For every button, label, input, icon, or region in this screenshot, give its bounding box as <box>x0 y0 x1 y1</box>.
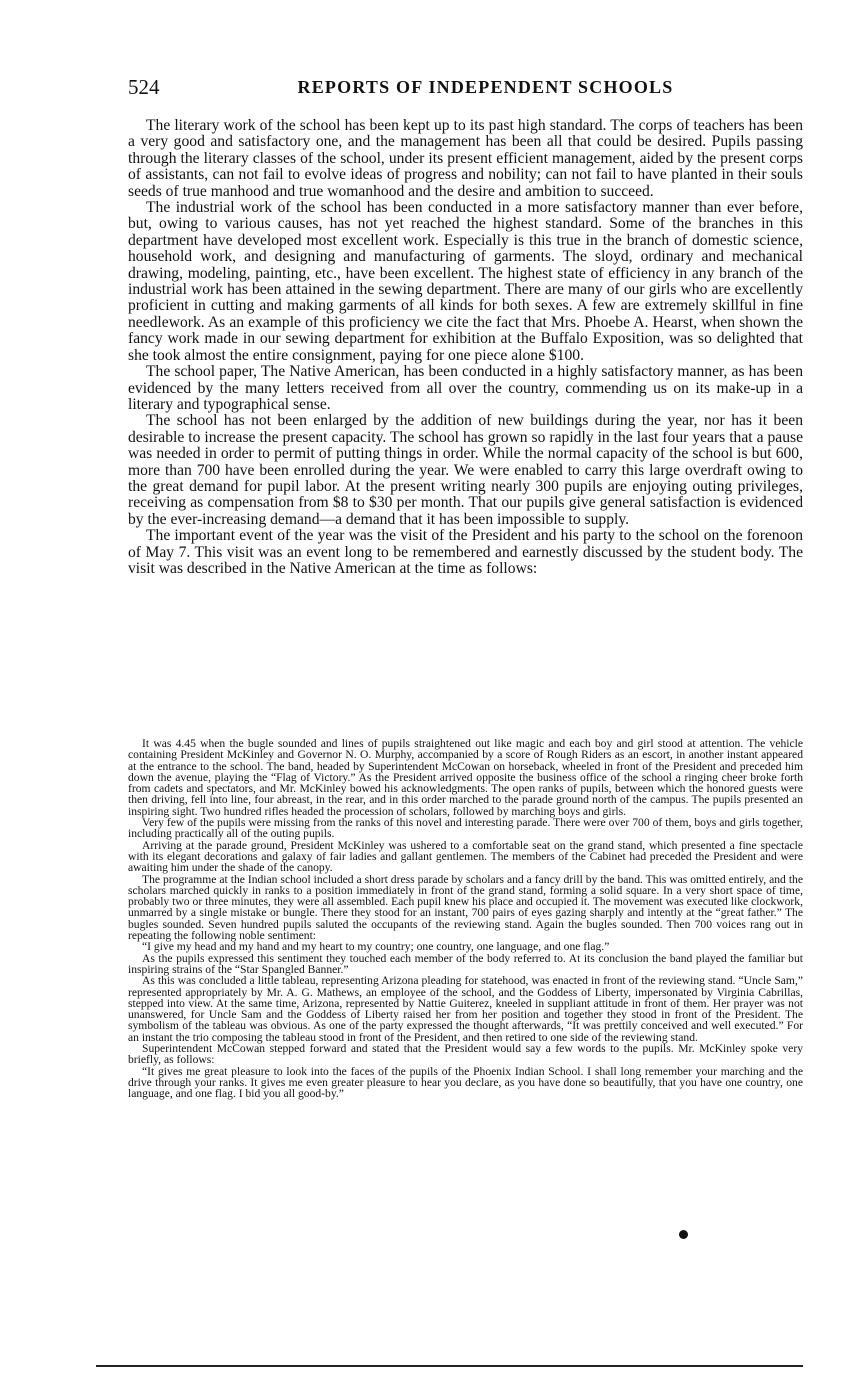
quote-paragraph-speech: “It gives me great pleasure to look into the faces of the pupils of the Phoenix Indian School. I shall long remember your marching and the drive through your ranks. It gives me even greater pleasure to hear you declare, as you have done so beautifully, that you have one country, one language, and one flag. I bid you all good-by.” <box>128 1064 803 1101</box>
quote-paragraph-introduction: Superintendent McCowan stepped forward and stated that the President would say a few words to the pupils. Mr. McKinley spoke very briefly, as follows: <box>128 1042 803 1067</box>
native-american-excerpt <box>128 738 803 1100</box>
quote-paragraph-grand-stand: Arriving at the parade ground, President McKinley was ushered to a comfortable seat on the grand stand, which presented a fine spectacle with its elegant decorations and galaxy of fair ladies and gallant gentlemen. The members of the Cabinet had preceded the President and were awaiting him under the shade of the canopy. <box>128 838 803 875</box>
quote-paragraph-anthem: As the pupils expressed this sentiment they touched each member of the body referred to. At its conclusion the band played the familiar but inspiring strains of the “Star Spangled Banner.” <box>128 951 803 976</box>
ink-dot-mark <box>679 1230 688 1239</box>
quote-paragraph-programme: The programme at the Indian school included a short dress parade by scholars and a fancy drill by the band. This was omitted entirely, and the scholars marched quickly in ranks to a position immediately in front of the grand stand, forming a solid square. In a very short space of time, probably two or three minutes, they were all assembled. Each pupil knew his place and occupied it. The movement was executed like clockwork, unmarred by a single mistake or bungle. There they stood for an instant, 700 pairs of eyes gazing sharply and intently at the “great father.” The bugles sounded. Seven hundred pupils saluted the occupants of the reviewing stand. Again the bugles sounded. Then 700 voices rang out in repeating the following noble sentiment: <box>128 872 803 943</box>
paragraph-enlargement: The school has not been enlarged by the addition of new buildings during the year, nor has it been desirable to increase the present capacity. The school has grown so rapidly in the last four years that a pause was needed in order to permit of putting things in order. While the normal capacity of the school is but 600, more than 700 have been enrolled during the year. We were enabled to carry this large overdraft owing to the great demand for pupil labor. At the present writing nearly 300 pupils are enjoying outing privileges, receiving as compensation from $8 to $30 per month. That our pupils give general satisfaction is evidenced by the ever-increasing demand—a demand that it has been impossible to supply. <box>128 412 803 528</box>
running-head: REPORTS OF INDEPENDENT SCHOOLS <box>297 77 674 97</box>
quote-paragraph-tableau: As this was concluded a little tableau, representing Arizona pleading for statehood, was enacted in front of the reviewing stand. “Uncle Sam,” represented appropriately by Mr. A. G. Mathews, an employee of the school, and the Goddess of Liberty, impersonated by Virginia Cabrillas, stepped into view. At the same time, Arizona, represented by Nattie Guiterez, kneeled in suppliant attitude in front of them. Her prayer was not unanswered, for Uncle Sam and the Goddess of Liberty raised her from her position and together they stood in front of the President. The symbolism of the tableau was obvious. As one of the party expressed the thought afterwards, “It was prettily conceived and well executed.” For an instant the trio composing the tableau stood in front of the President, and then retired to one side of the reviewing stand. <box>128 974 803 1044</box>
paragraph-school-paper: The school paper, The Native American, has been conducted in a highly satisfactory manner, as has been evidenced by the many letters received from all over the country, commending us on its make-up in a literary and typographical sense. <box>128 363 803 413</box>
bottom-rule <box>96 1365 803 1367</box>
page-number: 524 <box>128 75 160 99</box>
report-body <box>128 118 803 577</box>
quote-paragraph-arrival: It was 4.45 when the bugle sounded and lines of pupils straightened out like magic and each boy and girl stood at attention. The vehicle containing President McKinley and Governor N. O. Murphy, accompanied by a score of Rough Riders as an escort, in another instant appeared at the entrance to the school. The band, headed by Superintendent McCowan on horseback, wheeled in front of the President and preceded him down the avenue, playing the “Flag of Victory.” As the President arrived opposite the business office of the school a ringing cheer broke forth from cadets and spectators, and Mr. McKinley bowed his acknowledgments. The open ranks of pupils, between which the honored guests were then driving, fell into line, four abreast, in the rear, and in this order marched to the parade ground north of the campus. The pupils presented an inspiring sight. Two hundred rifles headed the procession of scholars, followed by marching boys and girls. <box>128 737 803 818</box>
quote-paragraph-pledge: “I give my head and my hand and my heart to my country; one country, one language, and one flag.” <box>142 940 610 954</box>
quote-paragraph-attendance: Very few of the pupils were missing from the ranks of this novel and interesting parade. There were over 700 of them, boys and girls together, including practically all of the outing pupils. <box>128 816 803 841</box>
page-header <box>128 70 803 104</box>
paragraph-presidential-visit: The important event of the year was the visit of the President and his party to the school on the forenoon of May 7. This visit was an event long to be remembered and earnestly discussed by the student body. The visit was described in the Native American at the time as follows: <box>128 527 803 577</box>
paragraph-literary-work: The literary work of the school has been kept up to its past high standard. The corps of teachers has been a very good and satisfactory one, and the management has been all that could be desired. Pupils passing through the literary classes of the school, under its present efficient management, aided by the present corps of assistants, can not fail to evolve ideas of progress and nobility; can not fail to have planted in their souls seeds of true manhood and true womanhood and the desire and ambition to succeed. <box>128 117 803 200</box>
paragraph-industrial-work: The industrial work of the school has been conducted in a more satisfactory manner than ever before, but, owing to various causes, has not yet reached the highest standard. Some of the branches in this department have developed most excellent work. Especially is this true in the branch of domestic science, household work, and designing and manufacturing of garments. The sloyd, ordinary and mechanical drawing, modeling, painting, etc., have been excellent. The highest state of efficiency in any branch of the industrial work has been attained in the sewing department. There are many of our girls who are excellently proficient in cutting and making garments of all kinds for both sexes. A few are extremely skillful in fine needlework. As an example of this proficiency we cite the fact that Mrs. Phoebe A. Hearst, when shown the fancy work made in our sewing department for exhibition at the Buffalo Exposition, was so delighted that she took almost the entire consignment, paying for one piece alone $100. <box>128 199 803 364</box>
